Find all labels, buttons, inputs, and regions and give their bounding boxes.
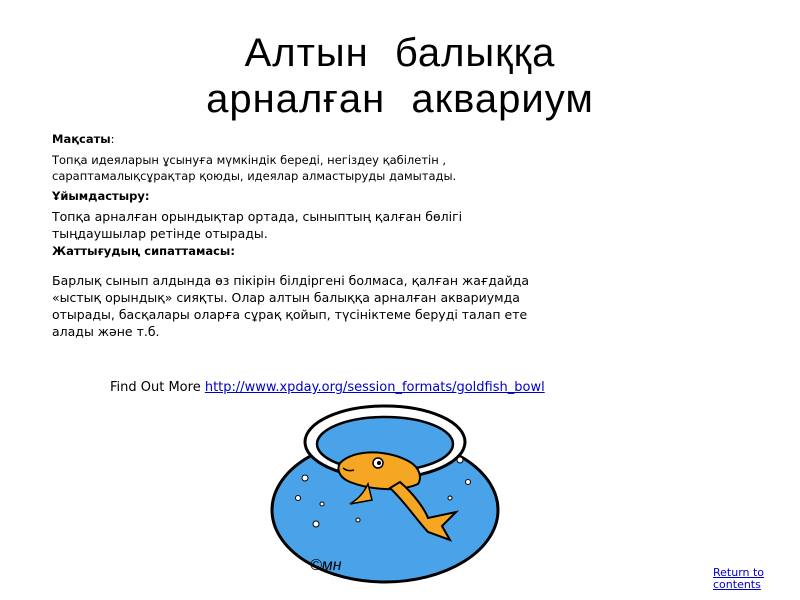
bubble <box>448 496 452 500</box>
goldfish-bowl-illustration <box>250 400 520 585</box>
find-out-more-label: Find Out More <box>110 380 205 395</box>
bubble <box>466 480 471 485</box>
goal-label <box>52 132 115 146</box>
fish-pupil <box>377 461 381 465</box>
description-line-1: Барлық сынып алдында өз пікірін білдіргені болмаса, қалған жағдайда <box>52 273 530 288</box>
organization-line-2: тыңдаушылар ретінде отырады. <box>52 226 268 241</box>
goldfish-bowl-link[interactable]: http://www.xpday.org/session_formats/goldfish_bowl <box>204 380 545 395</box>
title-line-2: арналған аквариум <box>206 77 594 121</box>
bubble <box>313 521 319 527</box>
goal-line-1: Топқа идеяларын ұсынуға мүмкіндік береді, негіздеу қабілетін , <box>52 153 447 167</box>
title-line-1: Алтын балыққа <box>244 31 556 75</box>
goal-text <box>52 152 702 184</box>
page-title <box>60 30 740 122</box>
description-line-2: «ыстық орындық» сияқты. Олар алтын балыққа арналған аквариумда <box>52 290 520 305</box>
description-text <box>52 272 702 340</box>
find-out-more <box>110 380 545 395</box>
artist-signature: ©мн <box>310 557 342 574</box>
description-line-3: отырады, басқалары оларға сұрақ қойып, түсініктеме беруді талап ете <box>52 307 528 322</box>
bubble <box>302 475 308 481</box>
goal-label-text: Мақсаты <box>52 132 111 146</box>
return-line-1: Return to <box>713 566 765 579</box>
description-line-4: алады және т.б. <box>52 324 160 339</box>
goal-line-2: сараптамалықсұрақтар қоюды, идеялар алмастыруды дамытады. <box>52 169 457 183</box>
bubble <box>457 457 463 463</box>
return-line-2: contents <box>713 578 761 591</box>
organization-label: Ұйымдастыру: <box>52 189 150 203</box>
return-to-contents-link[interactable] <box>713 567 764 591</box>
organization-text <box>52 208 702 242</box>
organization-line-1: Топқа арналған орындықтар ортада, сыныптың қалған бөлігі <box>52 209 463 224</box>
bubble <box>320 502 324 506</box>
bubble <box>356 518 360 522</box>
description-label: Жаттығудың сипаттамасы: <box>52 244 235 258</box>
bubble <box>296 496 301 501</box>
goal-label-colon: : <box>110 132 115 146</box>
